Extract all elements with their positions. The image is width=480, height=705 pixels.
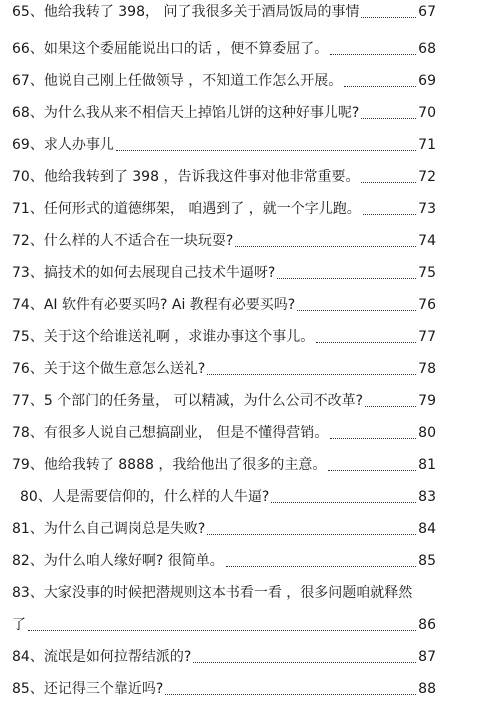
dot-leader (116, 149, 416, 151)
entry-number: 75 (12, 329, 30, 345)
toc-entry-68 (12, 101, 436, 123)
entry-title: 、如果这个委屈能说出口的话 ，便不算委屈了。 (29, 41, 329, 57)
entry-number: 80 (20, 489, 38, 505)
entry-page: 76 (418, 297, 436, 313)
toc-entry-67 (12, 69, 436, 91)
toc-entry-77 (12, 389, 436, 411)
toc-entry-81 (12, 517, 436, 539)
entry-title: 、他给我转了 398， 问了我很多关于酒局饭局的事情 (29, 4, 360, 20)
entry-title: 、为什么我从来不相信天上掉馅儿饼的这种好事儿呢? (29, 105, 360, 121)
toc-entry-73 (12, 261, 436, 283)
entry-page: 75 (418, 265, 436, 281)
entry-page: 67 (418, 4, 436, 20)
entry-number: 77 (12, 393, 30, 409)
entry-number: 82 (12, 553, 30, 569)
entry-page: 87 (418, 649, 436, 665)
entry-number: 68 (12, 105, 30, 121)
entry-page: 88 (418, 681, 436, 697)
entry-number: 79 (12, 457, 30, 473)
entry-page: 79 (418, 393, 436, 409)
entry-number: 65 (12, 4, 30, 20)
entry-page: 72 (418, 169, 436, 185)
entry-number: 78 (12, 425, 30, 441)
dot-leader (361, 117, 416, 119)
dot-leader (271, 501, 416, 503)
toc-entry-74 (12, 293, 436, 315)
dot-leader (344, 85, 416, 87)
toc-entry-76 (12, 357, 436, 379)
entry-title: 、他说自己刚上任做领导 ，不知道工作怎么开展。 (29, 73, 343, 89)
entry-page: 70 (418, 105, 436, 121)
dot-leader (361, 16, 416, 18)
entry-title: 、为什么咱人缘好啊? 很简单。 (29, 553, 224, 569)
entry-page: 71 (418, 137, 436, 153)
dot-leader (365, 405, 416, 407)
dot-leader (207, 533, 416, 535)
entry-page: 77 (418, 329, 436, 345)
entry-title: 、什么样的人不适合在一块玩耍? (29, 233, 234, 249)
dot-leader (330, 437, 416, 439)
entry-number: 83 (12, 585, 30, 601)
entry-title: 、还记得三个靠近吗? (29, 681, 164, 697)
entry-page: 69 (418, 73, 436, 89)
toc-entry-69 (12, 133, 436, 155)
toc-entry-83-continuation (12, 613, 436, 635)
dot-leader (193, 661, 416, 663)
entry-page: 74 (418, 233, 436, 249)
entry-title: 、AI 软件有必要买吗? Ai 教程有必要买吗? (29, 297, 296, 313)
dot-leader (328, 469, 416, 471)
entry-number: 71 (12, 201, 30, 217)
entry-title: 、大家没事的时候把潜规则这本书看一看 ，很多问题咱就释然 (29, 585, 413, 601)
entry-number: 81 (12, 521, 30, 537)
toc-entry-72 (12, 229, 436, 251)
entry-title: 、人是需要信仰的，什么样的人牛逼? (37, 489, 270, 505)
dot-leader (28, 629, 416, 631)
entry-page: 85 (418, 553, 436, 569)
toc-entry-66 (12, 37, 436, 59)
toc-entry-82 (12, 549, 436, 571)
dot-leader (226, 565, 416, 567)
dot-leader (235, 245, 416, 247)
dot-leader (207, 373, 416, 375)
toc-entry-79 (12, 453, 436, 475)
toc-entry-65 (12, 0, 436, 22)
entry-title: 、为什么自己调岗总是失败? (29, 521, 206, 537)
entry-page: 78 (418, 361, 436, 377)
entry-title: 、他给我转了 8888 ，我给他出了很多的主意。 (29, 457, 327, 473)
entry-number: 73 (12, 265, 30, 281)
entry-page: 86 (418, 617, 436, 633)
entry-title: 、他给我转到了 398 ，告诉我这件事对他非常重要。 (29, 169, 360, 185)
entry-page: 83 (418, 489, 436, 505)
entry-page: 68 (418, 41, 436, 57)
entry-page: 80 (418, 425, 436, 441)
entry-title: 、有很多人说自己想搞副业， 但是不懂得营销。 (29, 425, 329, 441)
entry-title: 、关于这个给谁送礼啊 ，求谁办事这个事儿。 (29, 329, 315, 345)
dot-leader (330, 53, 416, 55)
entry-page: 84 (418, 521, 436, 537)
toc-entry-70 (12, 165, 436, 187)
entry-number: 66 (12, 41, 30, 57)
entry-number: 74 (12, 297, 30, 313)
dot-leader (316, 341, 416, 343)
entry-number: 69 (12, 137, 30, 153)
entry-title: 、搞技术的如何去展现自己技术牛逼呀? (29, 265, 276, 281)
toc-entry-83 (12, 581, 436, 603)
entry-number: 76 (12, 361, 30, 377)
entry-title: 、流氓是如何拉帮结派的? (29, 649, 192, 665)
dot-leader (297, 309, 416, 311)
toc-entry-78 (12, 421, 436, 443)
toc-entry-75 (12, 325, 436, 347)
entry-number: 85 (12, 681, 30, 697)
entry-title: 、任何形式的道德绑架， 咱遇到了 ，就一个字儿跑。 (29, 201, 361, 217)
entry-number: 84 (12, 649, 30, 665)
entry-page: 73 (418, 201, 436, 217)
dot-leader (361, 181, 416, 183)
continuation-text: 了 (12, 617, 26, 633)
dot-leader (363, 213, 416, 215)
dot-leader (165, 693, 416, 695)
entry-number: 72 (12, 233, 30, 249)
entry-title: 、关于这个做生意怎么送礼? (29, 361, 206, 377)
toc-entry-85 (12, 677, 436, 699)
entry-title: 、求人办事儿 (29, 137, 114, 153)
entry-title: 、5 个部门的任务量， 可以精减，为什么公司不改革? (29, 393, 364, 409)
toc-entry-71 (12, 197, 436, 219)
entry-number: 70 (12, 169, 30, 185)
entry-page: 81 (418, 457, 436, 473)
toc-entry-84 (12, 645, 436, 667)
entry-number: 67 (12, 73, 30, 89)
dot-leader (277, 277, 416, 279)
toc-entry-80 (20, 485, 436, 507)
